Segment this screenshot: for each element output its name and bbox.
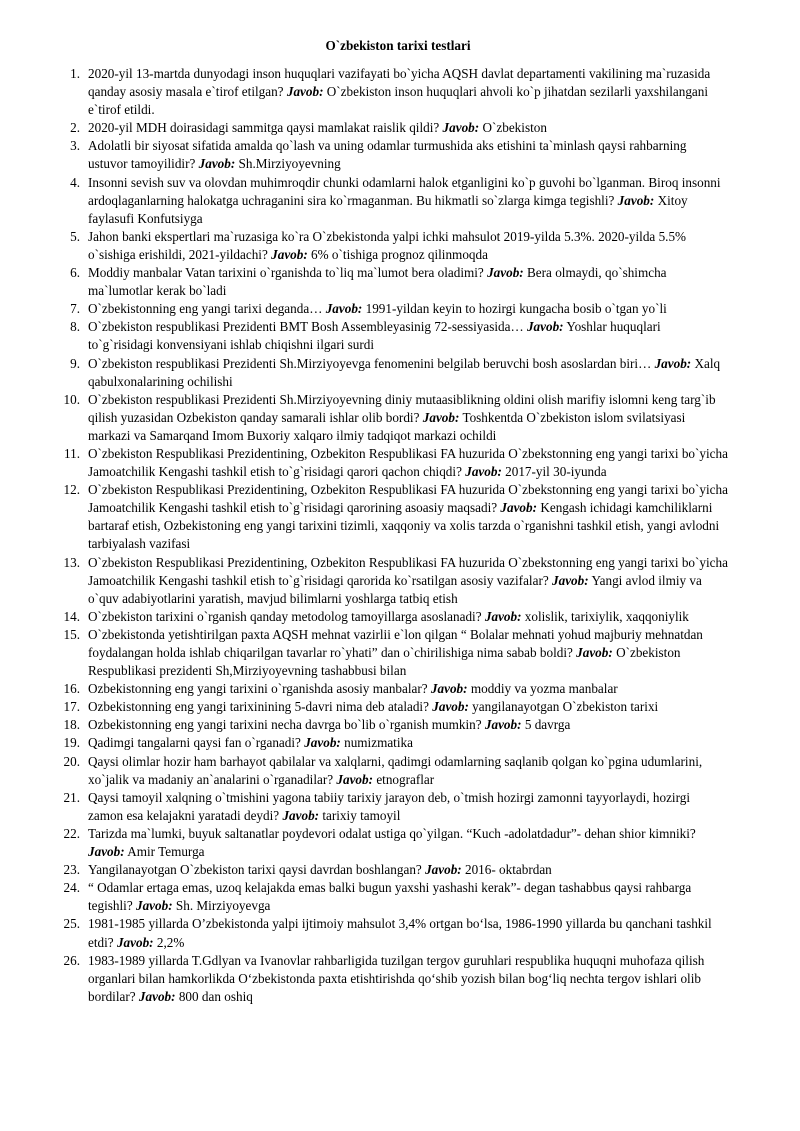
answer-label: Javob: xyxy=(422,409,460,425)
question-item xyxy=(58,915,728,951)
answer-text: 2,2% xyxy=(156,934,185,950)
answer-text: Yangi avlod ilmiy va o`quv adabiyotlarini yaratish, mavjud bilimlarni yoshlarga tatbiq etish xyxy=(88,572,702,606)
question-number: 26. xyxy=(63,952,80,968)
question-item xyxy=(58,734,728,752)
question-number: 4. xyxy=(70,174,80,190)
question-text: “ Odamlar ertaga emas, uzoq kelajakda emas balki bugun yaxshi yashashi kerak”- degan tashabbus qaysi rahbarga tegishli? xyxy=(88,880,692,914)
question-text: Qaysi tamoyil xalqning o`tmishini yagona tabiiy tarixiy jarayon deb, o`tmish hozirgi zamonni tayyorlaydi, hozirgi zamon esa kelajakni yaratadi deydi? xyxy=(88,789,690,823)
question-text: Ozbekistonning eng yangi tarixinining 5-davri nima deb ataladi? xyxy=(88,699,429,715)
answer-text: O`zbekiston inson huquqlari ahvoli ko`p jihatdan sezilarli yaxshilangani e`tirof etildi. xyxy=(88,84,709,118)
question-text: Qaysi olimlar hozir ham barhayot qabilalar va xalqlarni, qadimgi odamlarning saqlanib qolgan ko`pgina udumlarini, xo`jalik va madaniy an`analarini o`rganadilar? xyxy=(88,753,703,787)
answer-label: Javob: xyxy=(442,120,480,136)
answer-label: Javob: xyxy=(552,572,589,588)
question-text: O`zbekiston respublikasi Prezidenti Sh.Mirziyoyevning diniy mutaasiblikning oldini olish marifiy islomni keng targ`ib qilish yuzasidan Ozbekiston qanday samarali ishlar olib bordi? xyxy=(88,391,716,425)
question-number: 13. xyxy=(63,554,80,570)
question-text: O`zbekistonda yetishtirilgan paxta AQSH mehnat vazirlii e`lon qilgan “ Bolalar mehnati yohud majburiy mehnatdan foydalangan holda ishlab chiqarilgan tavarlar ro`yhati” dan o`chirilishiga nima sabab boldi? xyxy=(88,626,703,660)
question-text: Adolatli bir siyosat sifatida amalda qo`lash va uning odamlar turmushida aks etishini ta`minlash qaysi rahbarning ustuvor tamoyilidir? xyxy=(88,138,687,172)
answer-text: Kengash ichidagi kamchiliklarni bartaraf etish, Ozbekistoning eng yangi tarixini tizimli, xaqqoniy va xolis tarzda o`rganishni tashkil etish, yangi avlodni tarbiyalash vazifasi xyxy=(88,500,720,552)
answer-label: Javob: xyxy=(430,681,468,697)
question-text: O`zbekiston respublikasi Prezidenti Sh.Mirziyoyevga fenomenini belgilab beruvchi bosh asoslardan biri… xyxy=(88,355,652,371)
question-item xyxy=(58,481,728,553)
question-text: 2020-yil MDH doirasidagi sammitga qaysi mamlakat raislik qildi? xyxy=(88,120,440,136)
answer-label: Javob: xyxy=(304,735,341,751)
answer-label: Javob: xyxy=(336,771,374,787)
question-item xyxy=(58,608,728,626)
question-text: Jahon banki ekspertlari ma`ruzasiga ko`ra O`zbekistonda yalpi ichki mahsulot 2019-yilda 5.3%. 2020-yilda 5.5% o`sishiga erishildi, 2021-yildachi? xyxy=(88,228,687,262)
answer-label: Javob: xyxy=(654,355,692,371)
question-number: 24. xyxy=(63,880,80,896)
question-number: 8. xyxy=(70,319,80,335)
question-number: 6. xyxy=(70,265,80,281)
question-number: 1. xyxy=(70,66,80,81)
question-number: 19. xyxy=(63,735,80,751)
question-item xyxy=(58,952,728,1006)
answer-label: Javob: xyxy=(576,645,613,660)
answer-text: Xitoy faylasufi Konfutsiyga xyxy=(88,192,688,226)
question-number: 20. xyxy=(63,753,80,769)
answer-label: Javob: xyxy=(116,934,154,950)
answer-text: Sh. Mirziyoyevga xyxy=(175,898,271,914)
answer-label: Javob: xyxy=(282,807,320,823)
question-item xyxy=(58,137,728,173)
question-number: 18. xyxy=(63,717,80,733)
question-item xyxy=(58,698,728,716)
question-number: 17. xyxy=(63,699,80,715)
answer-label: Javob: xyxy=(484,717,522,733)
question-item xyxy=(58,300,728,318)
question-text: Moddiy manbalar Vatan tarixini o`rganishda to`liq ma`lumot bera oladimi? xyxy=(88,265,484,281)
question-item xyxy=(58,264,728,300)
question-text: 1983-1989 yillarda T.Gdlyan va Ivanovlar rahbarligida tuzilgan tergov guruhlari respublika huquqni muhofaza qilish organlari bilan hamkorlikda O‘zbekistonda paxta etishtirishda qo‘shib yozish bilan bog‘liq nechta tergov ishlari olib bordilar? xyxy=(88,952,705,1004)
question-item xyxy=(58,716,728,734)
answer-text: xolislik, tarixiylik, xaqqoniylik xyxy=(524,608,689,624)
answer-text: etnograflar xyxy=(376,771,435,787)
question-text: Yangilanayotgan O`zbekiston tarixi qaysi davrdan boshlangan? xyxy=(88,862,422,878)
question-number: 16. xyxy=(63,681,80,697)
question-number: 14. xyxy=(63,608,80,624)
answer-label: Javob: xyxy=(138,988,176,1004)
question-item xyxy=(58,228,728,264)
question-item xyxy=(58,554,728,608)
question-item xyxy=(58,355,728,391)
question-text: O`zbekiston Respublikasi Prezidentining, Ozbekiton Respublikasi FA huzurida O`zbekstonning eng yangi tarixi bo`yicha Jamoatchilik Kengashi tashkil etish to`g`risidagi qarorida ko`rsatilgan asosiy vazifalar? xyxy=(88,554,728,588)
question-number: 23. xyxy=(63,862,80,878)
question-text: Ozbekistonning eng yangi tarixini necha davrga bo`lib o`rganish mumkin? xyxy=(88,717,482,733)
question-item xyxy=(58,119,728,137)
answer-text: O`zbekiston xyxy=(482,120,547,136)
answer-text: Amir Temurga xyxy=(127,844,205,860)
answer-label: Javob: xyxy=(465,464,502,480)
question-number: 7. xyxy=(70,301,80,317)
question-item xyxy=(58,626,728,680)
answer-text: Yoshlar huquqlari to`g`risidagi konvensiyani ishlab chiqishni ilgari surdi xyxy=(88,319,661,353)
question-item xyxy=(58,445,728,481)
question-item xyxy=(58,879,728,915)
answer-text: moddiy va yozma manbalar xyxy=(470,681,618,697)
question-number: 11. xyxy=(64,445,80,461)
question-item xyxy=(58,753,728,789)
question-number: 21. xyxy=(63,789,80,805)
answer-label: Javob: xyxy=(500,500,538,516)
question-text: O`zbekiston Respublikasi Prezidentining, Ozbekiton Respublikasi FA huzurida O`zbekstonning eng yangi tarixi bo`yicha Jamoatchilik Kengashi tashkil etish to`g`risidagi qarorining asoasiy maqsadi? xyxy=(88,482,728,516)
question-item xyxy=(58,174,728,228)
answer-text: 1991-yildan keyin to hozirgi kungacha bosib o`tgan yo`li xyxy=(365,301,667,317)
question-item xyxy=(58,65,728,119)
answer-label: Javob: xyxy=(617,192,655,208)
answer-text: 2017-yil 30-iyunda xyxy=(505,464,607,480)
question-text: Tarizda ma`lumki, buyuk saltanatlar poydevori odalat ustiga qo`yilgan. “Kuch -adolatdadur”- dehan shior kimniki? xyxy=(88,825,696,841)
question-text: Qadimgi tangalarni qaysi fan o`rganadi? xyxy=(88,735,301,751)
answer-text: Toshkentda O`zbekiston islom svilatsiyasi markazi va Samarqand Imom Buxoriy xalqaro ilmiy tadqiqot markazi ochildi xyxy=(88,409,686,443)
answer-text: Xalq qabulxonalarining ochilishi xyxy=(88,355,721,389)
question-item xyxy=(58,318,728,354)
question-item xyxy=(58,825,728,861)
question-number: 12. xyxy=(63,482,80,498)
question-text: 1981-1985 yillarda O’zbekistonda yalpi ijtimoiy mahsulot 3,4% ortgan bo‘lsa, 1986-1990 yillarda bu qanchani tashkil etdi? xyxy=(88,916,712,950)
answer-text: Sh.Mirziyoyevning xyxy=(238,156,341,172)
answer-label: Javob: xyxy=(198,156,236,172)
answer-text: Bera olmaydi, qo`shimcha ma`lumotlar kerak bo`ladi xyxy=(88,265,667,299)
answer-text: tarixiy tamoyil xyxy=(322,807,401,823)
question-item xyxy=(58,789,728,825)
question-text: O`zbekiston respublikasi Prezidenti BMT Bosh Assembleyasinig 72-sessiyasida… xyxy=(88,319,524,335)
answer-label: Javob: xyxy=(432,699,469,715)
answer-label: Javob: xyxy=(484,608,522,624)
answer-label: Javob: xyxy=(88,844,125,860)
question-number: 2. xyxy=(70,120,80,136)
answer-label: Javob: xyxy=(425,862,462,878)
answer-text: 2016- oktabrdan xyxy=(464,862,552,878)
question-text: O`zbekistonning eng yangi tarixi deganda… xyxy=(88,301,323,317)
question-item xyxy=(58,680,728,698)
answer-label: Javob: xyxy=(487,265,524,281)
answer-text: numizmatika xyxy=(344,735,413,751)
question-number: 10. xyxy=(63,391,80,407)
answer-text: 6% o`tishiga prognoz qilinmoqda xyxy=(311,246,488,262)
answer-text: 5 davrga xyxy=(524,717,571,733)
question-number: 22. xyxy=(63,825,80,841)
answer-label: Javob: xyxy=(135,898,173,914)
question-item xyxy=(58,861,728,879)
question-number: 3. xyxy=(70,138,80,154)
answer-label: Javob: xyxy=(325,301,363,317)
question-text: 2020-yil 13-martda dunyodagi inson huquqlari vazifayati bo`yicha AQSH davlat departamenti vakilining ma`ruzasida qanday asosiy masala e`tirof etilgan? xyxy=(88,66,711,100)
question-number: 15. xyxy=(63,626,80,642)
document-title: O`zbekiston tarixi testlari xyxy=(325,38,471,53)
answer-text: O`zbekiston Respublikasi prezidenti Sh,Mirziyoyevning tashabbusi bilan xyxy=(88,645,681,679)
question-item xyxy=(58,391,728,445)
answer-label: Javob: xyxy=(271,246,308,262)
question-list xyxy=(58,65,728,1006)
question-text: Insonni sevish suv va olovdan muhimroqdir chunki odamlarni halok etganligini ko`p guvohi bo`lganman. Biroq insonni ardoqlaganlarning halokatga uchraganini sira ko`rmaganman. Bu hikmatli so`zlarga kimga tegishli? xyxy=(88,174,721,208)
answer-text: yangilanayotgan O`zbekiston tarixi xyxy=(472,699,659,715)
question-number: 9. xyxy=(70,355,80,371)
answer-text: 800 dan oshiq xyxy=(178,988,253,1004)
question-text: Ozbekistonning eng yangi tarixini o`rganishda asosiy manbalar? xyxy=(88,681,428,697)
question-number: 25. xyxy=(63,916,80,932)
question-text: O`zbekiston tarixini o`rganish qanday metodolog tamoyillarga asoslanadi? xyxy=(88,608,482,624)
question-number: 5. xyxy=(70,228,80,244)
question-text: O`zbekiston Respublikasi Prezidentining, Ozbekiton Respublikasi FA huzurida O`zbekstonning eng yangi tarixi bo`yicha Jamoatchilik Kengashi tashkil etish to`g`risidagi qarori qachon chiqdi? xyxy=(88,445,728,480)
answer-label: Javob: xyxy=(286,84,324,100)
answer-label: Javob: xyxy=(526,319,564,335)
